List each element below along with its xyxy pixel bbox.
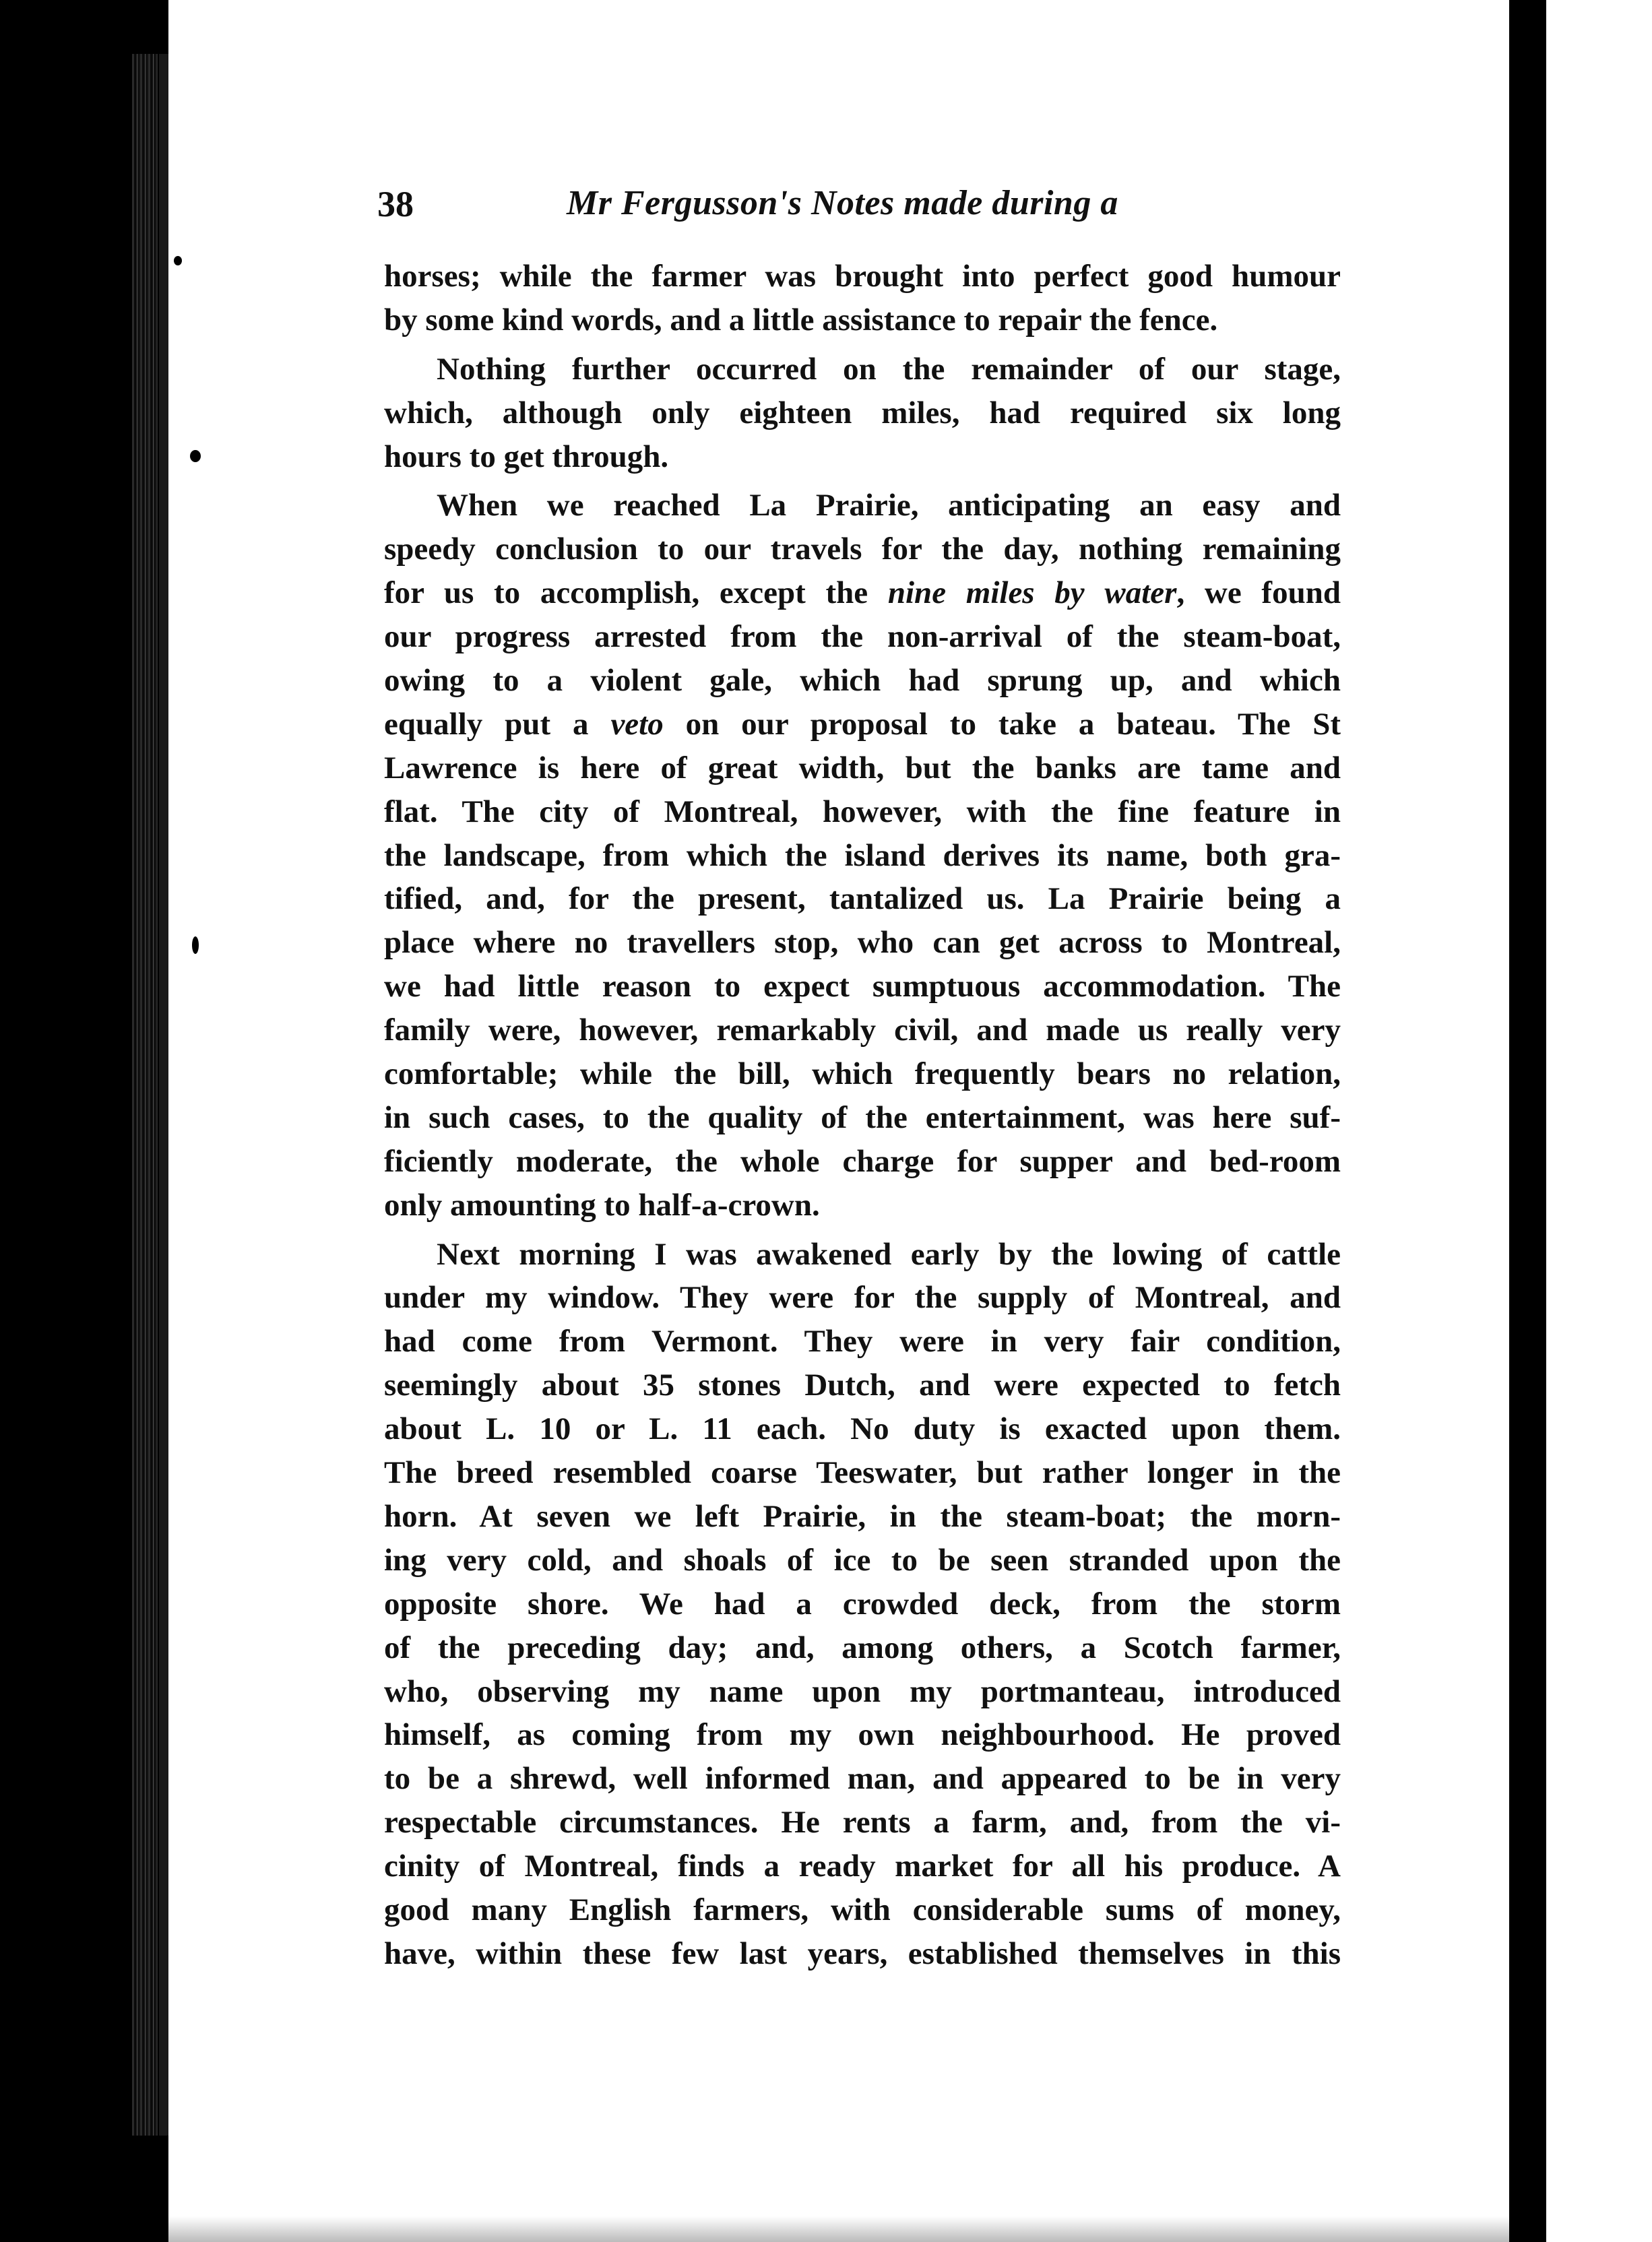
text-line: good many English farmers, with considerable sums of money, [384, 1892, 1341, 1927]
text-line: Lawrence is here of great width, but the banks are tame and [384, 750, 1341, 786]
text-run: equally put a [384, 706, 611, 742]
text-line-with-italic [384, 703, 1341, 746]
text-line: who, observing my name upon my portmanteau, introduced [384, 1673, 1341, 1709]
text-line: family were, however, remarkably civil, and made us really very [384, 1013, 1341, 1048]
text-line: had come from Vermont. They were in very fair condition, [384, 1324, 1341, 1359]
text-run: for us to accomplish, except the [384, 575, 888, 611]
text-line: hours to get through. [384, 439, 669, 474]
book-binding-edge [132, 54, 158, 2136]
text-line: cinity of Montreal, finds a ready market for all his produce. A [384, 1849, 1341, 1884]
text-line: by some kind words, and a little assistance to repair the fence. [384, 302, 1218, 338]
text-line: seemingly about 35 stones Dutch, and were expected to fetch [384, 1368, 1341, 1403]
text-line: speedy conclusion to our travels for the day, nothing remaining [384, 532, 1341, 567]
text-line-with-italic [384, 571, 1341, 615]
text-line: The breed resembled coarse Teeswater, but rather longer in the [384, 1455, 1341, 1491]
italic-phrase: nine miles by water [887, 575, 1177, 611]
text-line: respectable circumstances. He rents a farm, and, from the vi- [384, 1805, 1341, 1840]
text-line: only amounting to half-a-crown. [384, 1187, 820, 1223]
running-title: Mr Fergusson's Notes made during a [567, 184, 1118, 222]
text-line: comfortable; while the bill, which frequently bears no relation, [384, 1056, 1341, 1092]
text-line: flat. The city of Montreal, however, with the fine feature in [384, 794, 1341, 829]
text-line: in such cases, to the quality of the entertainment, was here suf- [384, 1099, 1341, 1135]
text-line: opposite shore. We had a crowded deck, from the storm [384, 1586, 1341, 1622]
facing-page-sliver [1553, 0, 1652, 2242]
text-line: horses; while the farmer was brought into perfect good humour [384, 259, 1341, 294]
italic-word: veto [610, 706, 664, 742]
text-line: horn. At seven we left Prairie, in the steam-boat; the morn- [384, 1498, 1341, 1534]
book-binding-inner [159, 54, 168, 2136]
text-line: himself, as coming from my own neighbourhood. He proved [384, 1717, 1341, 1753]
text-line: owing to a violent gale, which had sprung up, and which [384, 663, 1341, 699]
running-head [377, 183, 1354, 237]
text-line: ficiently moderate, the whole charge for supper and bed-room [384, 1143, 1341, 1179]
page-number: 38 [377, 184, 414, 224]
text-run: on our proposal to take a bateau. The St [663, 706, 1341, 742]
text-line: under my window. They were for the supply of Montreal, and [384, 1280, 1341, 1316]
scan-speck [190, 450, 201, 462]
text-line: ing very cold, and shoals of ice to be seen stranded upon the [384, 1542, 1341, 1578]
page-fold-shadow [1509, 0, 1536, 2242]
text-line: we had little reason to expect sumptuous accommodation. The [384, 969, 1341, 1004]
text-line: which, although only eighteen miles, had required six long [384, 395, 1341, 430]
text-line: to be a shrewd, well informed man, and appeared to be in very [384, 1761, 1341, 1797]
text-line: place where no travellers stop, who can get across to Montreal, [384, 925, 1341, 961]
text-line: When we reached La Prairie, anticipating an easy and [437, 488, 1341, 523]
scan-speck [174, 256, 182, 265]
page-bottom-shadow [168, 2216, 1509, 2242]
text-line: have, within these few last years, established themselves in this [384, 1935, 1341, 1971]
text-line: Next morning I was awakened early by the lowing of cattle [437, 1236, 1341, 1272]
text-line: of the preceding day; and, among others, a Scotch farmer, [384, 1630, 1341, 1665]
scan-speck [192, 936, 199, 954]
scan-left-margin [0, 0, 168, 2242]
text-line: our progress arrested from the non-arrival of the steam-boat, [384, 619, 1341, 655]
next-page-edge [1546, 0, 1553, 2242]
text-line: about L. 10 or L. 11 each. No duty is exacted upon them. [384, 1411, 1341, 1447]
body-text [384, 255, 1341, 1976]
text-line: Nothing further occurred on the remainder of our stage, [437, 351, 1341, 387]
text-line: tified, and, for the present, tantalized us. La Prairie being a [384, 881, 1341, 917]
text-line: the landscape, from which the island derives its name, both gra- [384, 837, 1341, 873]
text-run: , we found [1176, 575, 1341, 611]
